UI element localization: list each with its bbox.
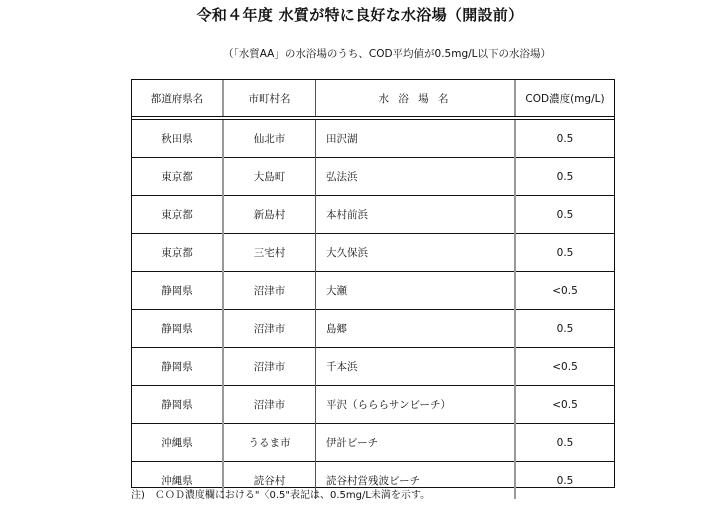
table-row (132, 158, 614, 196)
cell-beach-name: 伊計ビーチ (316, 424, 516, 462)
cell-cod: <0.5 (515, 386, 614, 424)
cell-prefecture: 静岡県 (132, 386, 223, 424)
table-row (132, 234, 614, 272)
cell-municipality: 沼津市 (223, 272, 316, 310)
cell-prefecture: 東京都 (132, 158, 223, 196)
cell-beach-name: 田沢湖 (316, 118, 516, 158)
page-subtitle: （「水質AA」の水浴場のうち、COD平均値が0.5mg/L以下の水浴場） (222, 48, 552, 60)
cell-cod: 0.5 (515, 462, 614, 500)
footnote: 注) ＣＯＤ濃度欄における"〈0.5"表記は、0.5mg/L未満を示す。 (131, 490, 431, 501)
cell-beach-name: 島郷 (316, 310, 516, 348)
cell-prefecture: 静岡県 (132, 348, 223, 386)
cell-beach-name: 弘法浜 (316, 158, 516, 196)
cell-cod: 0.5 (515, 310, 614, 348)
table-row (132, 348, 614, 386)
header-cod: COD濃度(mg/L) (515, 80, 614, 118)
cell-beach-name: 読谷村営残波ビーチ (316, 462, 516, 500)
cell-prefecture: 静岡県 (132, 272, 223, 310)
cell-beach-name: 大久保浜 (316, 234, 516, 272)
cell-municipality: 新島村 (223, 196, 316, 234)
cell-beach-name: 千本浜 (316, 348, 516, 386)
cell-municipality: 仙北市 (223, 118, 316, 158)
cell-municipality: うるま市 (223, 424, 316, 462)
cell-municipality: 大島町 (223, 158, 316, 196)
cell-cod: <0.5 (515, 272, 614, 310)
table-header-row (132, 80, 614, 118)
cell-municipality: 沼津市 (223, 386, 316, 424)
table-row (132, 196, 614, 234)
cell-cod: 0.5 (515, 158, 614, 196)
table-row (132, 386, 614, 424)
table-row (132, 118, 614, 158)
cell-municipality: 読谷村 (223, 462, 316, 500)
table-row (132, 424, 614, 462)
header-beach-name: 水 浴 場 名 (316, 80, 516, 118)
cell-prefecture: 東京都 (132, 234, 223, 272)
beach-table-container (131, 79, 615, 488)
cell-beach-name: 平沢（らららサンビーチ） (316, 386, 516, 424)
cell-cod: <0.5 (515, 348, 614, 386)
cell-beach-name: 本村前浜 (316, 196, 516, 234)
cell-prefecture: 東京都 (132, 196, 223, 234)
cell-municipality: 三宅村 (223, 234, 316, 272)
cell-prefecture: 沖縄県 (132, 424, 223, 462)
cell-beach-name: 大瀬 (316, 272, 516, 310)
header-municipality: 市町村名 (223, 80, 316, 118)
table-row (132, 272, 614, 310)
cell-prefecture: 沖縄県 (132, 462, 223, 500)
cell-municipality: 沼津市 (223, 348, 316, 386)
cell-prefecture: 秋田県 (132, 118, 223, 158)
cell-municipality: 沼津市 (223, 310, 316, 348)
table-row (132, 310, 614, 348)
cell-cod: 0.5 (515, 424, 614, 462)
header-prefecture: 都道府県名 (132, 80, 223, 118)
cell-cod: 0.5 (515, 196, 614, 234)
page-title: 令和４年度 水質が特に良好な水浴場（開設前） (196, 6, 524, 24)
cell-cod: 0.5 (515, 234, 614, 272)
cell-cod: 0.5 (556, 132, 574, 145)
cell-prefecture: 静岡県 (132, 310, 223, 348)
beach-table (132, 80, 614, 499)
